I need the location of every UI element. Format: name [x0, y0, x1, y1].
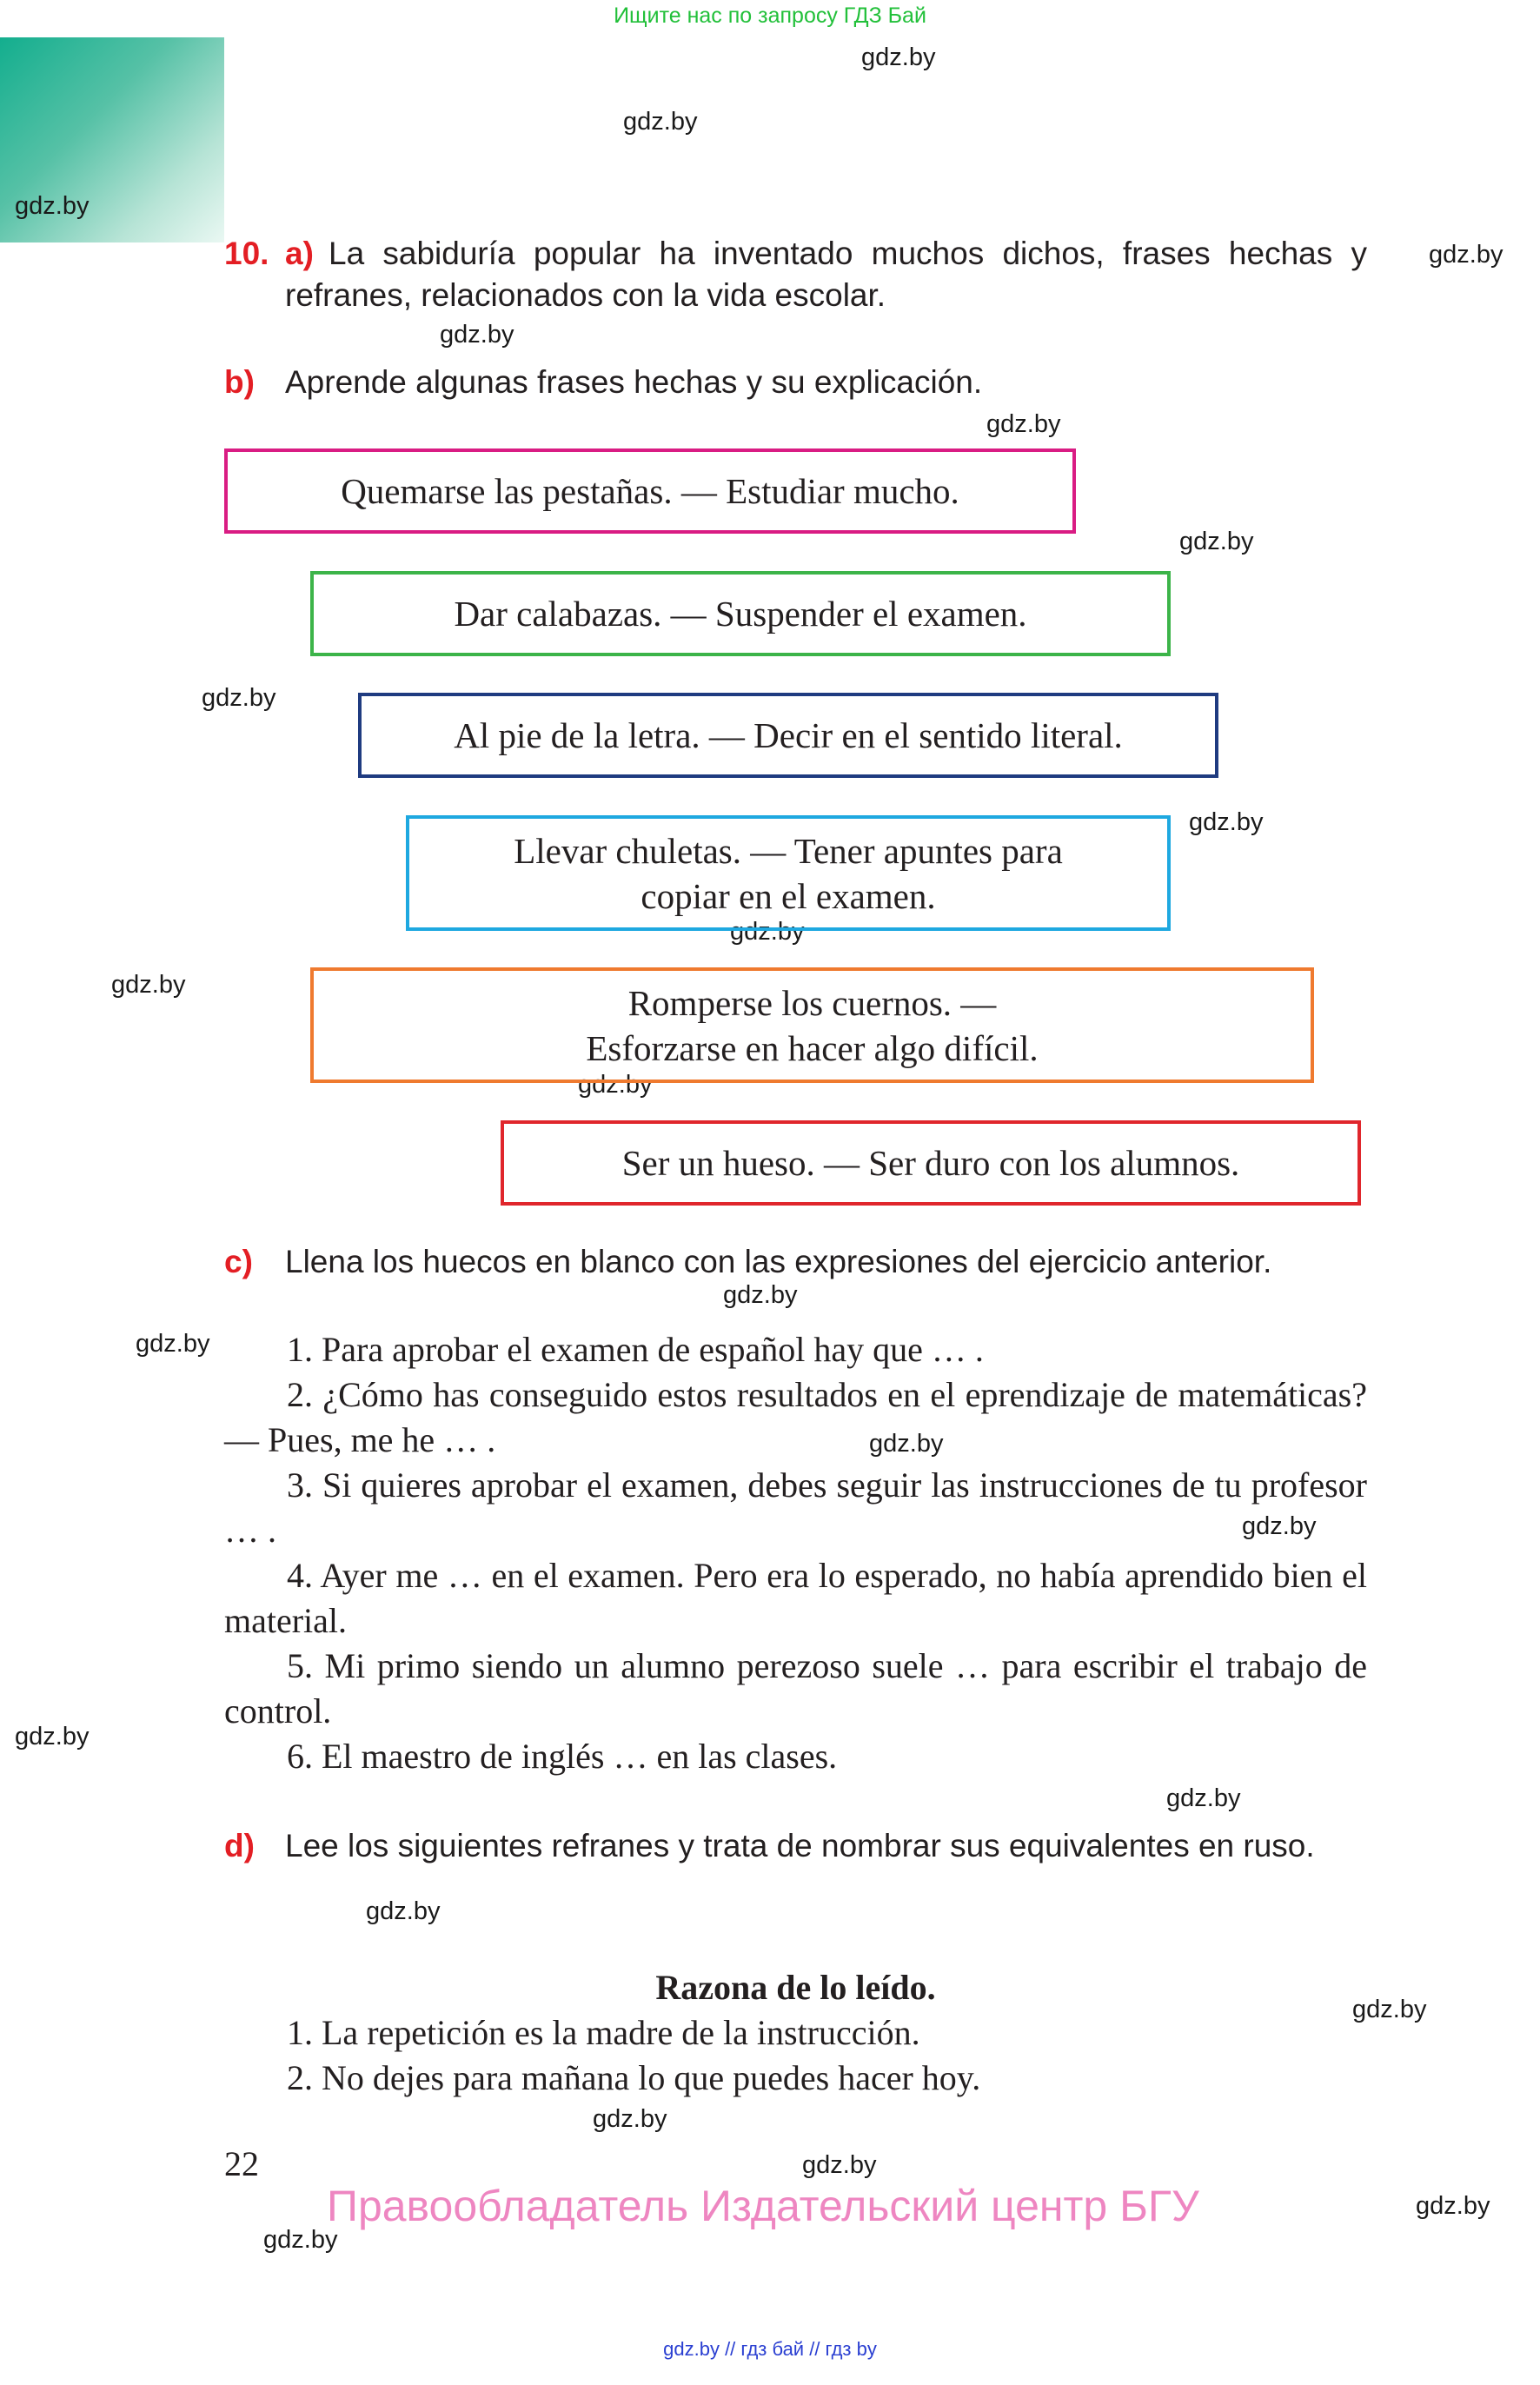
phrase-text-line: Romperse los cuernos. — — [627, 982, 997, 1023]
watermark: gdz.by — [861, 43, 936, 71]
watermark: gdz.by — [366, 1897, 441, 1925]
watermark: gdz.by — [986, 410, 1061, 438]
proverb-item: 2. No dejes para mañana lo que puedes hacer hoy. — [287, 2058, 981, 2097]
phrase-box-cyan — [406, 815, 1171, 931]
fill-in-item: 1. Para aprobar el examen de español hay que … . — [287, 1330, 984, 1369]
phrase-text: Ser un hueso. — Ser duro con los alumnos. — [621, 1143, 1240, 1183]
part-a-text: La sabiduría popular ha inventado muchos dichos, frases hechas y refranes, relacionados con la vida escolar. — [285, 236, 1367, 313]
page-number: 22 — [224, 2144, 259, 2183]
proverb-item: 1. La repetición es la madre de la instrucción. — [287, 2013, 920, 2052]
watermark: gdz.by — [15, 192, 90, 220]
proverbs-heading: Razona de lo leído. — [655, 1968, 936, 2007]
part-d-label: d) — [224, 1828, 255, 1863]
watermark: gdz.by — [136, 1330, 210, 1358]
copyright-notice: Правообладатель Издательский центр БГУ — [327, 2182, 1199, 2230]
watermark: gdz.by — [730, 918, 805, 946]
phrase-text: Dar calabazas. — Suspender el examen. — [454, 594, 1027, 634]
watermark: gdz.by — [1352, 1996, 1427, 2023]
watermark: gdz.by — [578, 1071, 653, 1099]
phrase-box-green — [310, 571, 1171, 656]
phrase-text-line: copiar en el examen. — [641, 875, 936, 916]
watermark: gdz.by — [440, 321, 514, 349]
watermark: gdz.by — [202, 684, 276, 712]
fill-in-item: 2. ¿Cómo has conseguido estos resultados en el eprendizaje de matemáticas? — Pues, me he … . — [224, 1375, 1367, 1459]
phrase-box-orange — [310, 967, 1314, 1083]
watermark: gdz.by — [723, 1281, 798, 1309]
phrase-text: Al pie de la letra. — Decir en el sentido literal. — [454, 715, 1123, 755]
watermark: gdz.by — [869, 1430, 944, 1458]
watermark: gdz.by — [802, 2151, 877, 2179]
watermark: gdz.by — [15, 1723, 90, 1751]
fill-in-item: 3. Si quieres aprobar el examen, debes seguir las instrucciones de tu profesor … . — [224, 1465, 1367, 1550]
exercise-number: 10. — [224, 236, 269, 271]
part-a-label: a) — [285, 236, 314, 271]
watermark: gdz.by — [1166, 1784, 1241, 1812]
phrase-box-navy — [358, 693, 1218, 778]
top-search-note: Ищите нас по запросу ГДЗ Бай — [614, 3, 926, 28]
watermark: gdz.by — [1189, 808, 1264, 836]
part-b-text: Aprende algunas frases hechas y su explicación. — [285, 364, 983, 400]
phrase-text-line: Llevar chuletas. — Tener apuntes para — [514, 830, 1063, 871]
part-b-label: b) — [224, 364, 255, 400]
fill-in-list — [224, 1327, 1367, 1779]
phrase-box-pink — [224, 448, 1076, 534]
part-d-text: Lee los siguientes refranes y trata de nombrar sus equivalentes en ruso. — [285, 1828, 1315, 1863]
phrase-box-red — [501, 1120, 1361, 1206]
fill-in-item: 5. Mi primo siendo un alumno perezoso suele … para escribir el trabajo de control. — [224, 1646, 1367, 1731]
watermark: gdz.by — [1179, 528, 1254, 555]
part-c-label: c) — [224, 1244, 253, 1279]
proverbs-list — [224, 2010, 1367, 2101]
watermark: gdz.by — [1429, 241, 1503, 269]
watermark: gdz.by — [623, 108, 698, 136]
fill-in-item: 4. Ayer me … en el examen. Pero era lo esperado, no había aprendido bien el material. — [224, 1556, 1367, 1640]
phrase-text-line: Esforzarse en hacer algo difícil. — [586, 1027, 1039, 1068]
watermark: gdz.by — [593, 2105, 667, 2133]
watermark: gdz.by — [1242, 1512, 1317, 1540]
watermark: gdz.by — [1416, 2192, 1490, 2220]
fill-in-item: 6. El maestro de inglés … en las clases. — [287, 1737, 838, 1776]
part-c-text: Llena los huecos en blanco con las expresiones del ejercicio anterior. — [285, 1244, 1272, 1279]
watermark: gdz.by — [111, 971, 186, 999]
watermark: gdz.by — [263, 2226, 338, 2254]
phrase-text: Quemarse las pestañas. — Estudiar mucho. — [341, 471, 959, 511]
bottom-links[interactable]: gdz.by // гдз бай // гдз by — [663, 2338, 877, 2360]
